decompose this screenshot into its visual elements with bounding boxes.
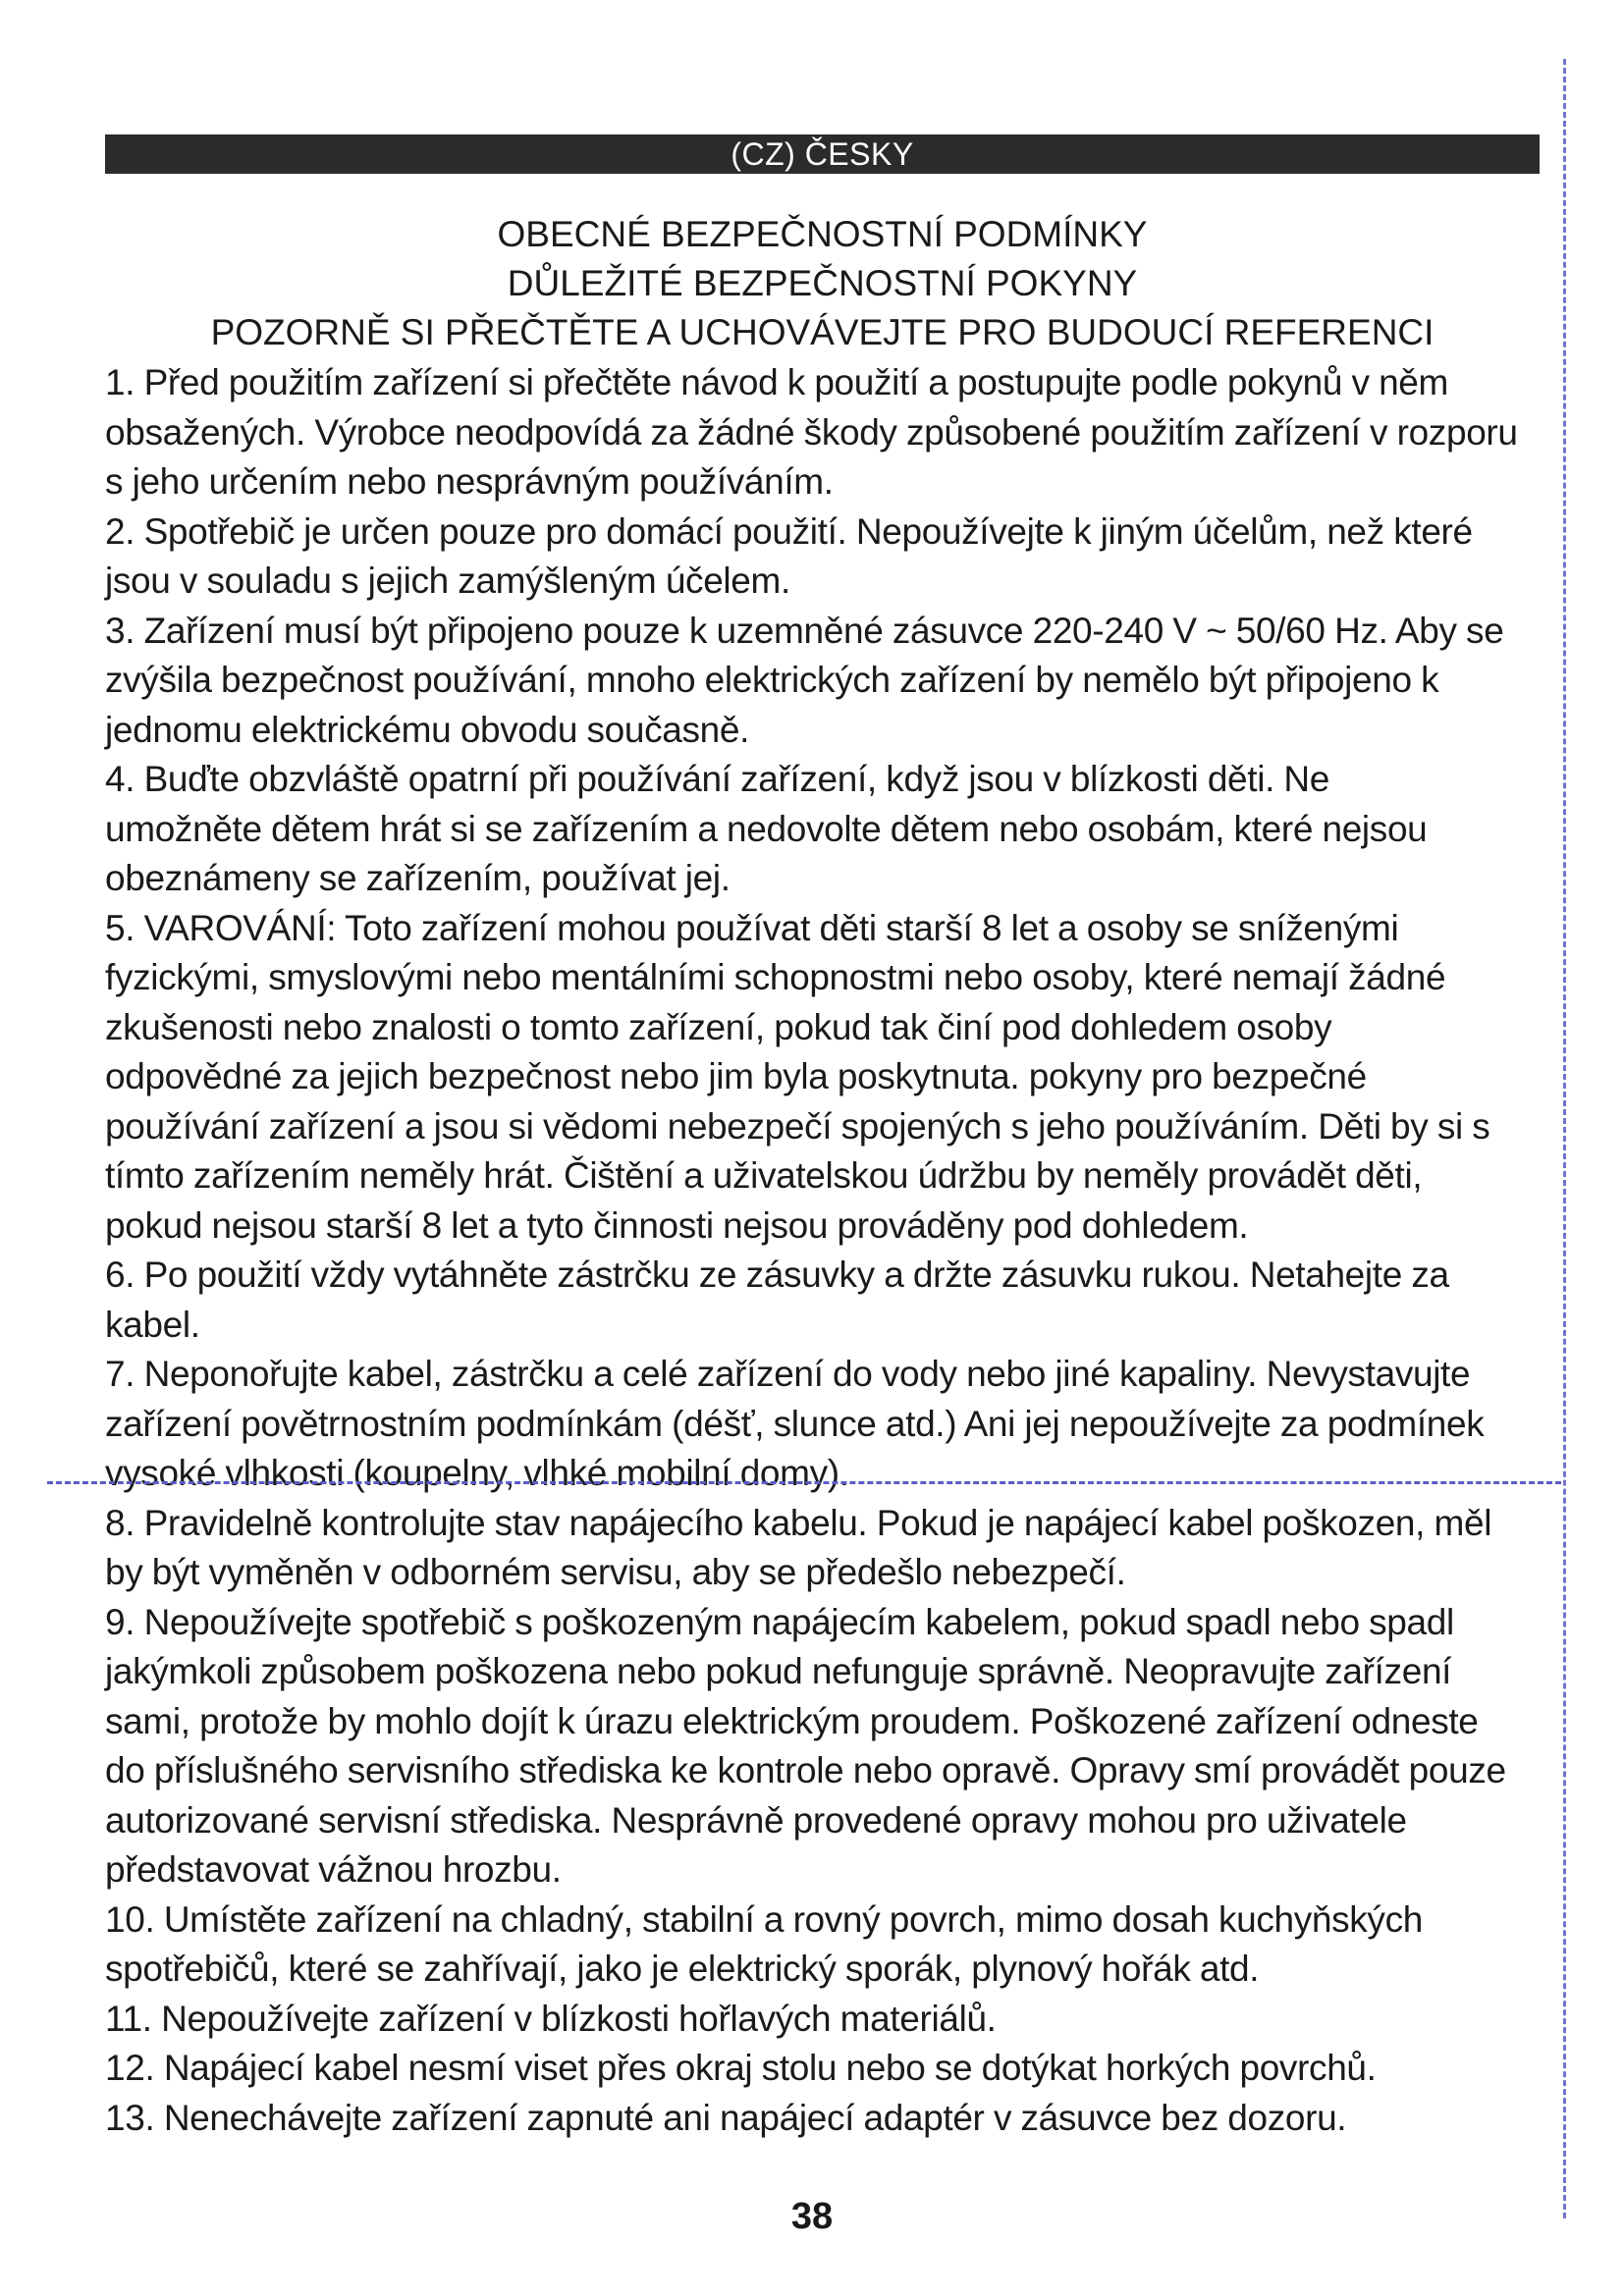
fold-cut-line xyxy=(47,1481,1561,1484)
instruction-line: 11. Nepoužívejte zařízení v blízkosti hořlavých materiálů. xyxy=(105,1998,997,2039)
instruction-item-3 xyxy=(105,607,1548,756)
safety-instructions xyxy=(105,358,1548,2143)
section-headings xyxy=(105,210,1540,357)
instruction-line: 4. Buďte obzvláště opatrní při používání zařízení, když jsou v blízkosti děti. Ne xyxy=(105,759,1330,799)
instruction-item-8 xyxy=(105,1499,1548,1598)
instruction-item-10 xyxy=(105,1896,1548,1995)
instruction-item-2 xyxy=(105,507,1548,607)
instruction-line: do příslušného servisního střediska ke kontrole nebo opravě. Opravy smí provádět pouze xyxy=(105,1750,1506,1790)
instruction-line: by být vyměněn v odborném servisu, aby se předešlo nebezpečí. xyxy=(105,1552,1126,1592)
language-banner-label: (CZ) ČESKY xyxy=(731,136,914,172)
instruction-line: sami, protože by mohlo dojít k úrazu elektrickým proudem. Poškozené zařízení odneste xyxy=(105,1700,1479,1741)
instruction-item-7 xyxy=(105,1350,1548,1499)
instruction-line: 3. Zařízení musí být připojeno pouze k uzemněné zásuvce 220-240 V ~ 50/60 Hz. Aby se xyxy=(105,610,1504,651)
instruction-item-1 xyxy=(105,358,1548,507)
instruction-line: umožněte dětem hrát si se zařízením a nedovolte dětem nebo osobám, které nejsou xyxy=(105,808,1428,849)
heading-important-instructions: DŮLEŽITÉ BEZPEČNOSTNÍ POKYNY xyxy=(507,263,1138,303)
instruction-item-4 xyxy=(105,755,1548,904)
instruction-line: s jeho určením nebo nesprávným používáním. xyxy=(105,461,834,502)
page-number: 38 xyxy=(790,2196,834,2237)
instruction-item-9 xyxy=(105,1598,1548,1896)
instruction-line: používání zařízení a jsou si vědomi nebezpečí spojených s jeho používáním. Děti by si s xyxy=(105,1105,1490,1147)
instruction-line: fyzickými, smyslovými nebo mentálními schopnostmi nebo osoby, které nemají žádné xyxy=(105,957,1446,997)
instruction-item-11 xyxy=(105,1995,1548,2045)
instruction-line: pokud nejsou starší 8 let a tyto činnosti nejsou prováděny pod dohledem. xyxy=(105,1204,1249,1246)
instruction-line: 5. VAROVÁNÍ: Toto zařízení mohou používat děti starší 8 let a osoby se sníženými xyxy=(105,907,1399,948)
instruction-line: představovat vážnou hrozbu. xyxy=(105,1849,562,1890)
crop-mark-vertical xyxy=(1563,59,1566,2218)
language-banner xyxy=(105,134,1540,174)
heading-general-safety: OBECNÉ BEZPEČNOSTNÍ PODMÍNKY xyxy=(497,214,1148,254)
instruction-line: 13. Nenechávejte zařízení zapnuté ani napájecí adaptér v zásuvce bez dozoru. xyxy=(105,2097,1347,2138)
instruction-line: tímto zařízením neměly hrát. Čištění a uživatelskou údržbu by neměly provádět děti, xyxy=(105,1155,1423,1196)
instruction-line: obsažených. Výrobce neodpovídá za žádné škody způsobené použitím zařízení v rozporu xyxy=(105,411,1518,453)
instruction-line: 9. Nepoužívejte spotřebič s poškozeným napájecím kabelem, pokud spadl nebo spadl xyxy=(105,1601,1454,1642)
instruction-line: odpovědné za jejich bezpečnost nebo jim byla poskytnuta. pokyny pro bezpečné xyxy=(105,1056,1367,1096)
instruction-item-5 xyxy=(105,904,1548,1252)
instruction-item-12 xyxy=(105,2044,1548,2094)
instruction-line: 10. Umístěte zařízení na chladný, stabilní a rovný povrch, mimo dosah kuchyňských xyxy=(105,1898,1423,1940)
instruction-line: 1. Před použitím zařízení si přečtěte návod k použití a postupujte podle pokynů v něm xyxy=(105,362,1449,402)
instruction-line: obeznámeny se zařízením, používat jej. xyxy=(105,858,731,898)
instruction-line: 2. Spotřebič je určen pouze pro domácí použití. Nepoužívejte k jiným účelům, než které xyxy=(105,510,1473,552)
instruction-line: zvýšila bezpečnost používání, mnoho elektrických zařízení by nemělo být připojeno k xyxy=(105,660,1439,700)
instruction-line: vysoké vlhkosti (koupelny, vlhké mobilní domy). xyxy=(105,1453,849,1493)
instruction-line: kabel. xyxy=(105,1304,200,1345)
instruction-item-6 xyxy=(105,1251,1548,1350)
instruction-line: jsou v souladu s jejich zamýšleným účelem. xyxy=(105,561,790,601)
heading-read-and-keep: POZORNĚ SI PŘEČTĚTE A UCHOVÁVEJTE PRO BUDOUCÍ REFERENCI xyxy=(210,312,1435,352)
instruction-line: 12. Napájecí kabel nesmí viset přes okraj stolu nebo se dotýkat horkých povrchů. xyxy=(105,2048,1377,2088)
instruction-line: jednomu elektrickému obvodu současně. xyxy=(105,709,750,750)
instruction-line: zkušenosti nebo znalosti o tomto zařízení, pokud tak činí pod dohledem osoby xyxy=(105,1006,1332,1047)
instruction-line: 8. Pravidelně kontrolujte stav napájecího kabelu. Pokud je napájecí kabel poškozen, měl xyxy=(105,1502,1492,1543)
instruction-line: 6. Po použití vždy vytáhněte zástrčku ze zásuvky a držte zásuvku rukou. Netahejte za xyxy=(105,1255,1449,1295)
instruction-item-13 xyxy=(105,2094,1548,2144)
instruction-line: zařízení povětrnostním podmínkám (déšť, slunce atd.) Ani jej nepoužívejte za podmínek xyxy=(105,1403,1485,1444)
instruction-line: 7. Neponořujte kabel, zástrčku a celé zařízení do vody nebo jiné kapaliny. Nevystavujte xyxy=(105,1354,1471,1394)
instruction-line: jakýmkoli způsobem poškozena nebo pokud nefunguje správně. Neopravujte zařízení xyxy=(105,1651,1452,1691)
instruction-line: spotřebičů, které se zahřívají, jako je elektrický sporák, plynový hořák atd. xyxy=(105,1949,1260,1989)
instruction-line: autorizované servisní střediska. Nesprávně provedené opravy mohou pro uživatele xyxy=(105,1799,1407,1841)
